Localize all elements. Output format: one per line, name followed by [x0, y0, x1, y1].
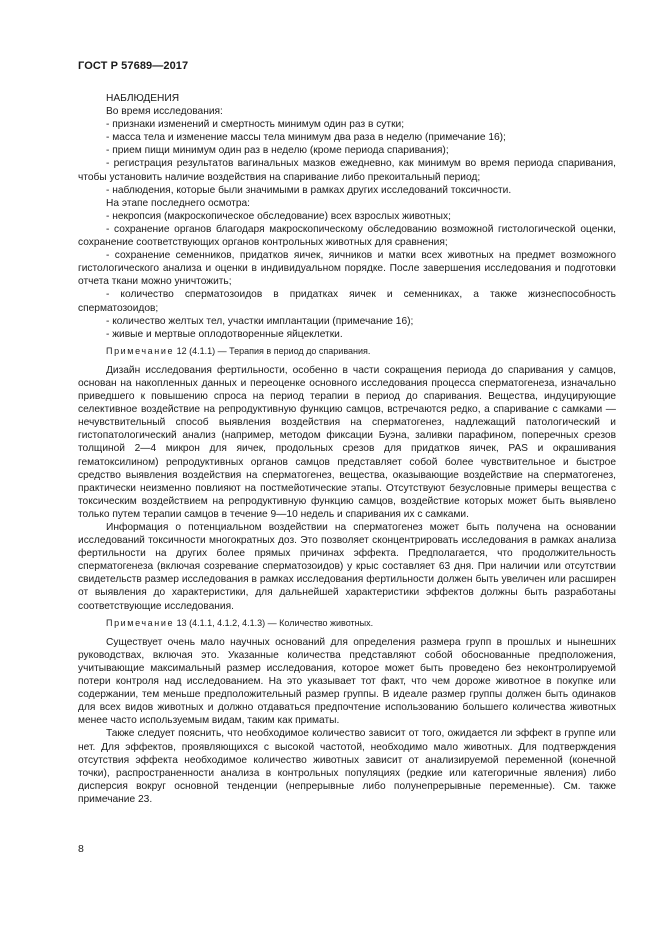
observations-during-label: Во время исследования:: [106, 106, 223, 118]
body-paragraph: Существует очень мало научных оснований для определения размера групп в прошлых и нынешних руководствах, включая это. Указанные количества представляют собой обоснованные предположения, учитывающие максимальный размер исследования, которое может быть проведено без неконтролируемой потери контроля над исследованием. На это указывает тот факт, что чем дороже животное в покупке или содержании, тем меньше предположительный размер группы. В идеале размер группы должен быть одинаков для всех видов животных и должно отдаваться предпочтение использованию большего количества животных менее часто используемым видам, таким как приматы.: [78, 636, 616, 727]
final-exam-item: - количество желтых тел, участки имплантации (примечание 16);: [106, 315, 414, 327]
document-body: [78, 92, 616, 806]
note-12-text: 12 (4.1.1) — Терапия в период до спаривания.: [176, 345, 371, 356]
observation-item: - прием пищи минимум один раз в неделю (кроме периода спаривания);: [106, 145, 449, 157]
body-paragraph: Дизайн исследования фертильности, особенно в части сокращения периода до спаривания у самцов, основан на накопленных данных и переоценке основного исследования процесса сперматогенеза, изначально приведшего к повышению спроса на период терапии в период до спаривания. Вещества, индуцирующие селективное воздействие на репродуктивную функцию самцов, встречаются редко, а спаривание с самками — нечувствительный способ выявления воздействия на сперматогенез, надлежащий патологический и гистопатологический анализ (например, методом фиксации Буэна, заливки парафином, поперечных срезов толщиной 2—4 микрон для яичек, продольных срезов для придатков яичек, PAS и окрашивания гематоксилином) репродуктивных органов самцов представляет собой более чувствительное и быстрое средство выявления воздействия на сперматогенез, вещества, оказывающие воздействие на сперматогенез, практически неизменно повлияют на постмейотические этапы. Отсутствуют безусловные примеры вещества с токсическим воздействием на репродуктивную функцию самцов, воздействие которых может быть выявлено только путем терапии самцов в течение 9—10 недель и спаривания их с самками.: [78, 364, 616, 520]
observation-item: - признаки изменений и смертность минимум один раз в сутки;: [106, 119, 405, 131]
note-13: [78, 617, 616, 630]
observation-item: - масса тела и изменение массы тела минимум два раза в неделю (примечание 16);: [106, 132, 506, 144]
note-label: Примечание: [106, 345, 175, 356]
final-exam-item: - сохранение семенников, придатков яичек, яичников и матки всех животных на предмет возможного гистологического анализа и оценки в индивидуальном порядке. После завершения исследования и подготовки отчета ткани можно уничтожить;: [78, 250, 616, 288]
final-exam-item: - живые и мертвые оплодотворенные яйцеклетки.: [106, 328, 343, 340]
observation-item: - наблюдения, которые были значимыми в рамках других исследований токсичности.: [106, 184, 512, 196]
note-13-text: 13 (4.1.1, 4.1.2, 4.1.3) — Количество животных.: [176, 617, 374, 628]
final-exam-item: - сохранение органов благодаря макроскопическому обследованию возможной гистологической оценки, сохранение соответствующих органов контрольных животных для сравнения;: [78, 223, 616, 249]
body-paragraph: Информация о потенциальном воздействии на сперматогенез может быть получена на основании исследований токсичности многократных доз. Это позволяет сконцентрировать исследования в рамках анализа фертильности на других более прямых причинах эффекта. Предполагается, что продолжительность сперматогенеза (включая созревание сперматозоидов) у крыс составляет 63 дня. При наличии или отсутствии свидетельств размер исследования в рамках исследования фертильности должен быть увеличен или расширен от выявления до характеристики, для дальнейшей характеристики эффектов должны быть разработаны соответствующие исследования.: [78, 522, 616, 612]
final-exam-label: На этапе последнего осмотра:: [106, 197, 250, 209]
page-header-standard: ГОСТ Р 57689—2017: [78, 60, 189, 72]
final-exam-item: - количество сперматозоидов в придатках яичек и семенниках, а также жизнеспособность сперматозоидов;: [78, 289, 616, 314]
note-12: [78, 345, 616, 358]
page-number: 8: [78, 843, 84, 855]
observation-item: - регистрация результатов вагинальных мазков ежедневно, как минимум во время периода спаривания, чтобы установить наличие воздействия на спаривание либо прекоитальный период;: [78, 158, 616, 183]
note-label: Примечание: [106, 617, 175, 628]
observations-heading: НАБЛЮДЕНИЯ: [106, 93, 180, 104]
body-paragraph: Также следует пояснить, что необходимое количество зависит от того, ожидается ли эффект в группе или нет. Для эффектов, проявляющихся с высокой частотой, необходимо мало животных. Для подтверждения отсутствия эффекта необходимое количество животных зависит от анализируемой переменной (конечной точки), распространенности анализа в контрольных популяциях (редкие или категоричные явления) либо дисперсия вокруг основной тенденции (непрерывные либо полунепрерывные переменные). См. также примечание 23.: [78, 728, 616, 805]
final-exam-item: - некропсия (макроскопическое обследование) всех взрослых животных;: [106, 210, 451, 222]
